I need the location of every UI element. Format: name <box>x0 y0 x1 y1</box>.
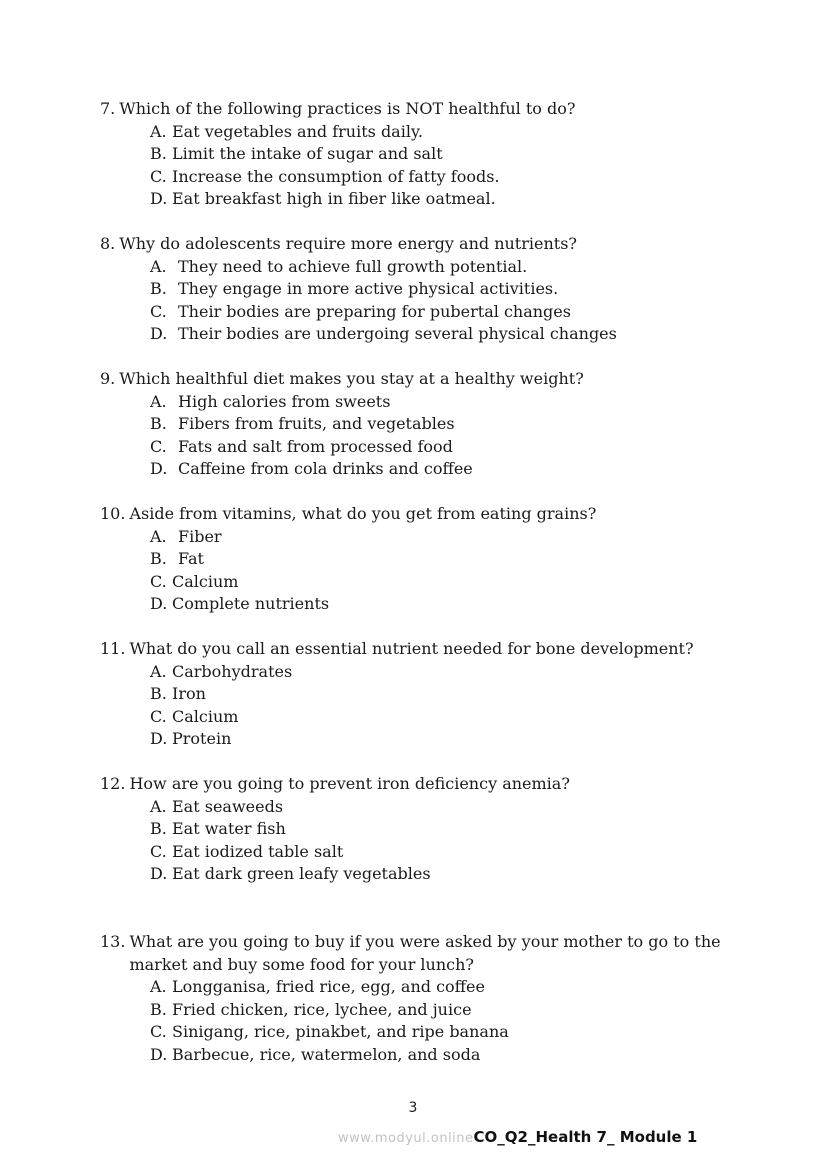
option-text: They engage in more active physical activities. <box>178 279 559 298</box>
question-11 <box>100 638 760 751</box>
question-number: 11. <box>100 639 126 658</box>
option-letter: D. <box>150 729 168 748</box>
question-text: Which of the following practices is NOT healthful to do? <box>119 99 576 118</box>
option-letter: A. <box>150 661 167 681</box>
option-letter: D. <box>150 189 168 208</box>
option-letter: B. <box>150 414 167 433</box>
option-text: Complete nutrients <box>172 594 330 613</box>
option-text: Fat <box>178 549 204 568</box>
option-text: Eat seaweeds <box>172 796 284 816</box>
option-text: Sinigang, rice, pinakbet, and ripe banana <box>172 1022 509 1041</box>
option-text: Iron <box>172 684 206 703</box>
option-text: Their bodies are preparing for pubertal changes <box>178 301 571 321</box>
module-label: CO_Q2_Health 7_ Module 1 <box>473 1128 698 1146</box>
question-text: Which healthful diet makes you stay at a healthy weight? <box>119 369 584 388</box>
option-letter: C. <box>150 1022 167 1041</box>
answer-option-c <box>100 706 760 729</box>
question-number: 8. <box>100 234 116 253</box>
answer-option-d <box>100 1044 760 1067</box>
question-stem <box>100 368 760 391</box>
answer-option-d <box>100 458 760 481</box>
question-text: What are you going to buy if you were asked by your mother to go to the market and buy some food for your lunch? <box>129 932 721 974</box>
question-7 <box>100 98 760 211</box>
option-text: Limit the intake of sugar and salt <box>172 144 443 163</box>
option-text: Calcium <box>172 571 239 591</box>
option-text: Eat iodized table salt <box>172 841 344 861</box>
answer-option-c <box>100 571 760 594</box>
answer-option-c <box>100 1021 760 1044</box>
question-stem <box>100 931 760 976</box>
option-letter: D. <box>150 864 168 883</box>
question-13 <box>100 931 760 1066</box>
answer-option-a <box>100 796 760 819</box>
option-text: Longganisa, fried rice, egg, and coffee <box>172 977 485 996</box>
option-text: Eat water fish <box>172 819 286 838</box>
option-letter: D. <box>150 459 168 478</box>
option-text: Eat dark green leafy vegetables <box>172 864 431 883</box>
option-letter: C. <box>150 841 167 861</box>
question-12 <box>100 773 760 886</box>
option-text: Eat vegetables and fruits daily. <box>172 121 423 141</box>
question-10 <box>100 503 760 616</box>
question-stem <box>100 233 760 256</box>
option-text: Carbohydrates <box>172 661 293 681</box>
question-number: 9. <box>100 369 116 388</box>
option-letter: A. <box>150 391 167 411</box>
option-letter: A. <box>150 977 167 996</box>
question-stem <box>100 638 760 661</box>
option-text: Fried chicken, rice, lychee, and juice <box>172 999 472 1019</box>
answer-option-b <box>100 683 760 706</box>
answer-option-a <box>100 391 760 414</box>
option-text: Calcium <box>172 706 239 726</box>
answer-option-c <box>100 436 760 459</box>
option-letter: C. <box>150 166 167 186</box>
answer-option-d <box>100 728 760 751</box>
answer-option-a <box>100 526 760 549</box>
option-letter: D. <box>150 594 168 613</box>
option-letter: C. <box>150 706 167 726</box>
option-letter: B. <box>150 144 167 163</box>
answer-option-c <box>100 301 760 324</box>
question-number: 13. <box>100 932 126 951</box>
answer-option-b <box>100 548 760 571</box>
answer-option-a <box>100 976 760 999</box>
answer-options <box>100 256 760 346</box>
question-stem <box>100 503 760 526</box>
option-letter: A. <box>150 796 167 816</box>
answer-option-c <box>100 166 760 189</box>
watermark: www.modyul.online <box>338 1131 474 1146</box>
option-letter: B. <box>150 279 167 298</box>
answer-options <box>100 661 760 751</box>
option-letter: C. <box>150 301 167 321</box>
question-stem <box>100 773 760 796</box>
question-stem <box>100 98 760 121</box>
answer-option-a <box>100 121 760 144</box>
page-number: 3 <box>408 1100 418 1116</box>
question-text: How are you going to prevent iron deficiency anemia? <box>129 774 570 793</box>
answer-options <box>100 121 760 211</box>
answer-option-d <box>100 863 760 886</box>
option-text: Caffeine from cola drinks and coffee <box>178 459 473 478</box>
answer-option-a <box>100 256 760 279</box>
answer-option-c <box>100 841 760 864</box>
option-letter: C. <box>150 436 167 456</box>
option-letter: D. <box>150 324 168 343</box>
question-text: Why do adolescents require more energy and nutrients? <box>119 234 577 253</box>
answer-option-b <box>100 818 760 841</box>
option-text: Increase the consumption of fatty foods. <box>172 166 500 186</box>
answer-option-d <box>100 593 760 616</box>
option-letter: B. <box>150 684 167 703</box>
question-number: 7. <box>100 99 116 118</box>
answer-options <box>100 391 760 481</box>
option-letter: A. <box>150 121 167 141</box>
question-number: 12. <box>100 774 126 793</box>
answer-options <box>100 526 760 616</box>
option-text: Fats and salt from processed food <box>178 436 453 456</box>
option-text: Their bodies are undergoing several physical changes <box>178 324 617 343</box>
option-text: Eat breakfast high in fiber like oatmeal. <box>172 189 496 208</box>
option-letter: B. <box>150 819 167 838</box>
option-letter: B. <box>150 549 167 568</box>
answer-option-d <box>100 188 760 211</box>
option-letter: A. <box>150 526 167 546</box>
answer-option-b <box>100 278 760 301</box>
answer-options <box>100 796 760 886</box>
question-9 <box>100 368 760 481</box>
option-text: They need to achieve full growth potential. <box>178 256 528 276</box>
answer-option-a <box>100 661 760 684</box>
option-text: Fibers from fruits, and vegetables <box>178 414 455 433</box>
option-text: Fiber <box>178 526 222 546</box>
question-text: Aside from vitamins, what do you get from eating grains? <box>129 504 597 523</box>
answer-option-b <box>100 999 760 1022</box>
answer-option-d <box>100 323 760 346</box>
page-footer <box>338 1127 697 1146</box>
option-letter: D. <box>150 1044 168 1064</box>
answer-options <box>100 976 760 1066</box>
option-text: Protein <box>172 729 232 748</box>
option-text: Barbecue, rice, watermelon, and soda <box>172 1044 481 1064</box>
question-number: 10. <box>100 504 126 523</box>
option-letter: B. <box>150 999 167 1019</box>
option-letter: C. <box>150 571 167 591</box>
question-text: What do you call an essential nutrient needed for bone development? <box>129 639 694 658</box>
answer-option-b <box>100 143 760 166</box>
question-8 <box>100 233 760 346</box>
answer-option-b <box>100 413 760 436</box>
option-text: High calories from sweets <box>178 391 391 411</box>
option-letter: A. <box>150 256 167 276</box>
